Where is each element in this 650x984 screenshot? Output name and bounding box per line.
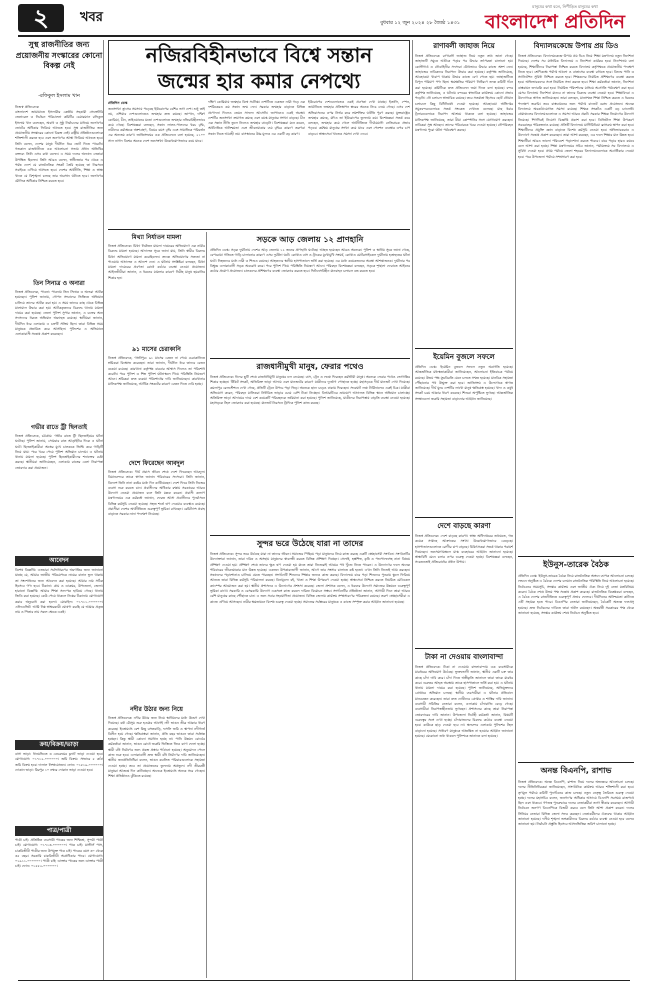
main-story5-title: মিথ্যা নির্যাতন মামলা — [131, 234, 182, 241]
right-rule-2 — [518, 762, 634, 763]
main-middle-divider — [412, 40, 413, 980]
sidebar-story2-title: তিন সিনাত্র ও অন্যরা — [33, 280, 85, 287]
main-rule-3 — [210, 535, 410, 536]
sidebar-classified2-title: পাত্র/পাত্রী — [15, 826, 103, 836]
right-story3-text: নিজস্ব প্রতিবেদক: অনন্ত বিএনপি, রাশাভ নিয়ে দলের অভ্যন্তরে আলোচনা চলছে। দলের নীতিনির্ধারকরা জানিয়েছেন, সাংগঠনিক কার্যক্রম আরও শক্তিশালী করা হবে। তৃণমূল পর্যায়ে কমিটি পুনর্গঠনের কাজ চলছে। নতুন নেতৃত্ব তৈরিতে গুরুত্ব দেওয়া হচ্ছে। দলের মহাসচিব বলেন, জনগণের অধিকার আদায়ে বিএনপি সবসময় রাজপথে ছিল এবং থাকবে। গণতন্ত্র পুনরুদ্ধারে দলের নেতাকর্মীরা ত্যাগ স্বীকার করেছেন। আগামী নির্বাচনে জনগণ বিএনপিকে বিজয়ী করবে বলে তিনি আশা প্রকাশ করেন। দলের সিনিয়র নেতারা বিভিন্ন জেলা সফর করছেন। নেতাকর্মীদের ঐক্যবদ্ধ থাকার আহ্বান জানানো হয়েছে। দলীয় শৃঙ্খলা ভঙ্গকারীদের বিরুদ্ধে কঠোর ব্যবস্থা নেওয়া হবে বলেও জানানো হয়। নির্বাচনি প্রস্তুতি হিসেবে আসনভিত্তিক জরিপ চালানো হচ্ছে। — [518, 780, 634, 827]
middle-story3-title: দেশে বাড়ছে কারণা — [437, 522, 491, 530]
main-byline: প্রতিদিন ডেস্ক — [108, 101, 128, 105]
sidebar-divider — [103, 40, 104, 980]
sidebar-classified-title: ক্রয়/বিক্রয়/ভাড়া — [15, 740, 103, 750]
middle-story1-title: রাণাবলী জাহাজ নিয়ে — [433, 42, 495, 50]
middle-story3-text: নিজস্ব প্রতিবেদক: দেশে বাড়ছে কারণা। স্বাস্থ্য অধিদপ্তরের তথ্যমতে, গত কয়েক সপ্তাহে আক্রান্তের সংখ্যা উল্লেখযোগ্যভাবে বেড়েছে। হাসপাতালগুলোতে রোগীর চাপ বাড়ছে। চিকিৎসকরা সতর্ক থাকার পরামর্শ দিয়েছেন। জনসমাগমস্থলে মাস্ক ব্যবহারের আহ্বান জানানো হয়েছে। স্বাস্থ্যবিধি মেনে চলার ওপর গুরুত্ব দেওয়া হচ্ছে। বিশেষজ্ঞরা বলছেন, সচেতনতাই প্রতিরোধের প্রধান উপায়। — [415, 534, 513, 565]
main-story2-title: সড়কে আড় জেলায় ১২ প্রাণহানি — [256, 235, 364, 244]
right-story2-text: প্রতিদিন ডেস্ক: ইউনুস-তারেক বৈঠক নিয়ে রাজনৈতিক অঙ্গনে ব্যাপক আলোচনা চলছে। লন্ডনে অনুষ্ঠিত এ বৈঠকে দেশের চলমান রাজনৈতিক পরিস্থিতি নিয়ে আলোচনা হয়েছে। নির্বাচনের সময়সূচি, সংস্কার কার্যক্রম এবং জাতীয় ঐক্য নিয়ে দুই নেতা মতবিনিময় করেন। বৈঠক শেষে উভয় পক্ষ সন্তোষ প্রকাশ করেছে। রাজনৈতিক বিশ্লেষকরা বলছেন, এ বৈঠক দেশের রাজনীতিতে গুরুত্বপূর্ণ প্রভাব ফেলবে। দীর্ঘদিনের অনিশ্চয়তা কাটাতে এটি সহায়ক হতে পারে। বিএনপির নেতারা জানিয়েছেন, বৈঠকটি অত্যন্ত ফলপ্রসূ হয়েছে। দ্রুত নির্বাচনের দাবিতে তারা অটল রয়েছেন। অন্তর্বর্তী সরকারের পক্ষ থেকে জানানো হয়েছে, সংস্কার কার্যক্রম শেষে নির্বাচন অনুষ্ঠিত হবে। — [518, 574, 634, 616]
main-story8-title: নদীর উঠার জন্য নিয়ে — [130, 706, 183, 713]
main-lead-col2: দক্ষিণ কোরিয়ায় জন্মহার বিশ্বে সর্বনিম্ন। দেশটিতে একজন নারী গড়ে এক দশমিকেরও কম সন্তান জন্ম দেন। সরকার জন্মহার বাড়াতে বিভিন্ন প্রণোদনা দিলেও তেমন সাফল্য আসেনি। জাপানেও একই অবস্থা। দেশটির জনসংখ্যা ক্রমাগত কমছে এবং বয়স্ক মানুষের সংখ্যা বাড়ছে। চীন এক সন্তান নীতি তুলে নিলেও জন্মহার বাড়েনি। বিশেষজ্ঞরা মনে করেন, অর্থনৈতিক অনিশ্চয়তা এবং জীবনযাত্রার ব্যয় বৃদ্ধির কারণে তরুণরা সন্তান নিতে আগ্রহী নয়। বাসস্থানের উচ্চ মূল্যও এর একটি বড় কারণ। — [208, 100, 305, 136]
middle-rule-3 — [415, 648, 513, 649]
sidebar-story2-text: নিজস্ব প্রতিবেদক, পাবনা: পাবনায় তিন সিনাত্র ও অন্যরা আটক হয়েছেন। পুলিশ জানায়, গোপন সংবাদের ভিত্তিতে অভিযান চালিয়ে তাদের আটক করা হয়। এ সময় তাদের কাছ থেকে বিভিন্ন মালামাল উদ্ধার করা হয়। আটককৃতদের বিরুদ্ধে থানায় মামলা দায়ের করা হয়েছে। জেলা পুলিশ সুপার জানান, এ চক্রের অন্য সদস্যদের ধরতে অভিযান অব্যাহত রয়েছে। স্থানীয়রা জানান, দীর্ঘদিন ধরে এলাকায় এ চক্রটি সক্রিয় ছিল। তারা বিভিন্ন সময় মানুষকে প্রতারিত করে আসছিল। পুলিশের এ অভিযানে এলাকাবাসী সন্তোষ প্রকাশ করেছেন। — [15, 290, 103, 337]
main-rule-1 — [108, 229, 410, 230]
sidebar-quote-author: -রফিকুল ইসলাম খান — [38, 93, 80, 99]
right-story2-title: ইউনুস-তারেক বৈঠক — [543, 560, 609, 569]
main-subcol-divider — [206, 232, 207, 978]
middle-story4-title: টাকা না দেওয়ায় বাংলাবান্দা — [425, 653, 503, 661]
masthead — [0, 0, 650, 36]
date-line: বুধবার ১২ জুন ২০২৪ ২৮ জ্যৈষ্ঠ ১৪৩১ — [380, 20, 460, 26]
sidebar-story3-title: গভীর রাতে ট্রী ছিনতাই — [31, 424, 87, 431]
main-story7-title: দেশে ফিরেছেন আবদুল — [128, 460, 185, 467]
middle-story2-title: ইয়েমিন বুজলে সফলে — [433, 353, 495, 361]
main-story5-text: নিজস্ব প্রতিবেদক: মিথ্যা নির্যাতন মামলা দায়েরের অভিযোগে এক নারীর বিরুদ্ধে মামলা হয়েছে। আদালত সূত্রে জানা যায়, তিনি স্বামীর বিরুদ্ধে মিথ্যা অভিযোগে মামলা করেছিলেন। তদন্তে অভিযোগের সত্যতা না পাওয়ায় আদালত এ আদেশ দেন। এ ঘটনায় সংশ্লিষ্টরা বলছেন, মিথ্যা মামলা দায়েরের প্রবণতা রোধে কঠোর ব্যবস্থা নেওয়া প্রয়োজন। আইনজীবীরা জানান, এ ধরনের মামলার কারণে নিরীহ মানুষ হয়রানির শিকার হন। — [108, 244, 205, 280]
sidebar-story3-text: নিজস্ব প্রতিবেদক, চট্টগ্রাম: গভীর রাতে ট্রী ছিনতাইয়ের ঘটনা ঘটেছে। পুলিশ জানায়, সোমবার রাত আড়াইটার দিকে এ ঘটনা ঘটে। ছিনতাইকারীরা অস্ত্রের মুখে চালককে জিম্মি করে গাড়িটি নিয়ে যায়। পরে খবর পেয়ে পুলিশ অভিযান চালায়। এ ঘটনায় থানায় মামলা হয়েছে। পুলিশ ছিনতাইকারীদের শনাক্তের চেষ্টা করছে। স্থানীয়রা জানিয়েছেন, এলাকায় রাতের বেলা নিরাপত্তা জোরদার করা প্রয়োজন। — [15, 434, 103, 470]
section-label: খবর — [80, 10, 103, 25]
main-story2-text: প্রতিদিন ডেস্ক: সড়ক দুর্ঘটনায় দেশের আড় জেলায় ১২ জনের প্রাণহানি ঘটেছে। আহত হয়েছেন আরও অনেকে। পুলিশ ও স্থানীয় সূত্রে জানা গেছে, বেপরোয়া গতিতে গাড়ি চালানোর কারণে এসব দুর্ঘটনা ঘটে। কোথাও বাস ও ট্রাকের মুখোমুখি সংঘর্ষ, কোথাও মোটরসাইকেল দুর্ঘটনায় হতাহতের ঘটনা ঘটে। নিহতদের মধ্যে নারী ও শিশুও রয়েছে। আহতদের স্থানীয় হাসপাতালে ভর্তি করা হয়েছে। এর মধ্যে কয়েকজনের অবস্থা আশঙ্কাজনক। দুর্ঘটনার পর বিক্ষুব্ধ এলাকাবাসী সড়ক অবরোধ করে। পরে পুলিশ গিয়ে পরিস্থিতি নিয়ন্ত্রণে আনে। পরিবহন বিশেষজ্ঞরা বলছেন, সড়কে শৃঙ্খলা ফেরাতে আইনের কঠোর প্রয়োগ প্রয়োজন। চালকদের প্রশিক্ষণের ব্যবস্থা জোরদার করতে হবে। ফিটনেসবিহীন যানবাহন চলাচল বন্ধ করতে হবে। — [210, 248, 410, 274]
main-rule-2 — [210, 358, 410, 359]
sidebar-quote-title: সুস্থ রাজনীতির জন্য প্রয়োজনীয় সংস্কারের কোনো বিকল্প নেই — [15, 40, 103, 70]
right-story1-title: বিদ্যালয়কেন্দ্রে উপায় প্রয় ডিও — [533, 42, 619, 50]
main-lead-col1: জনসংখ্যা হ্রাসের সমস্যায় পড়েছে ইউরোপের বেশির ভাগ দেশ। শুধু তাই নয়, এশিয়ার দেশগুলোতেও জন্মহার দ্রুত কমছে। জাপান, দক্ষিণ কোরিয়া, চীন, তাইওয়ানের মতো দেশগুলোতে জন্মহার নজিরবিহীনভাবে কমে গেছে। বিশেষজ্ঞরা বলছেন, সন্তান লালন-পালনের খরচ বৃদ্ধি, নারীদের কর্মক্ষেত্রে অংশগ্রহণ, বিয়ের বয়স বৃদ্ধি এবং সামাজিক পরিবর্তন এর অন্যতম কারণ। জাতিসংঘের এক প্রতিবেদনে বলা হয়েছে, ২১০০ সাল নাগাদ বিশ্বের অনেক দেশে জনসংখ্যা উল্লেখযোগ্যভাবে কমে যাবে। — [108, 107, 205, 143]
main-story4-title: সুন্দর ভরে উঠেছে যারা না তাদের — [256, 539, 364, 548]
middle-story4-text: নিজস্ব প্রতিবেদক: টাকা না দেওয়ায় বাংলাবান্দায় এক ব্যবসায়ীকে মারধরের অভিযোগ উঠেছে। ভুক্তভোগী জানান, স্থানীয় একটি চক্র তার কাছে চাঁদা দাবি করে। চাঁদা দিতে অস্বীকৃতি জানালে তারা তাকে মারধর করে। গুরুতর আহত অবস্থায় তাকে হাসপাতালে ভর্তি করা হয়। এ ঘটনায় থানায় মামলা দায়ের করা হয়েছে। পুলিশ জানিয়েছে, অভিযুক্তদের গ্রেপ্তারে অভিযান চলছে। স্থানীয় ব্যবসায়ীরা এ ঘটনার প্রতিবাদে মানববন্ধন করেছেন। তারা দ্রুত দোষীদের গ্রেপ্তার ও শাস্তির দাবি জানান। ব্যবসায়ী সমিতির নেতারা বলেন, এলাকায় চাঁদাবাজি বেড়ে গেছে। ব্যবসায়ীরা নিরাপত্তাহীনতায় ভুগছেন। প্রশাসনের কাছে তারা নিরাপত্তা জোরদারের দাবি জানান। উপজেলা নির্বাহী কর্মকর্তা জানান, বিষয়টি গুরুত্বের সঙ্গে দেখা হচ্ছে। চাঁদাবাজদের বিরুদ্ধে কঠোর ব্যবস্থা নেওয়া হবে। কাউকে ছাড় দেওয়া হবে না। স্থলবন্দর এলাকায় পুলিশের টহল বাড়ানো হয়েছে। সাধারণ মানুষকে আতঙ্কিত না হওয়ার আহ্বান জানানো হয়েছে। যেকোনো তথ্য থাকলে পুলিশকে জানাতে বলা হয়েছে। — [415, 665, 513, 738]
middle-story1-text: নিজস্ব প্রতিবেদক: রাণাবলী জাহাজ নিয়ে নতুন তথ্য জানা গেছে। জাহাজটি সমুদ্রে আটকে পড়ার পর উদ্ধার তৎপরতা চালানো হয়। কোস্টগার্ড ও নৌবাহিনীর সদস্যরা যৌথভাবে উদ্ধার কাজে অংশ নেন। জাহাজের নাবিকদের নিরাপদে উদ্ধার করা হয়েছে। কর্তৃপক্ষ জানিয়েছে, আবহাওয়া খারাপ থাকায় উদ্ধার কাজে বেগ পেতে হয়। জাহাজটিতে বিপুল পরিমাণ পণ্য ছিল। ক্ষয়ক্ষতির পরিমাণ নির্ধারণে তদন্ত কমিটি গঠন করা হয়েছে। কমিটিকে দ্রুত প্রতিবেদন জমা দিতে বলা হয়েছে। বন্দর কর্তৃপক্ষ জানিয়েছে, এ ঘটনায় বন্দরের স্বাভাবিক কার্যক্রমে কোনো প্রভাব পড়েনি। নৌ চলাচল স্বাভাবিক রয়েছে। তবে সতর্কতা হিসেবে ছোট নৌযান চলাচলে কিছু বিধিনিষেধ দেওয়া হয়েছে। আবহাওয়া অধিদপ্তর সমুদ্রবন্দরগুলোকে সতর্ক সংকেত দেখাতে বলেছে। মাছ ধরার ট্রলারগুলোকে নিরাপদ আশ্রয়ে থাকতে বলা হয়েছে। জাহাজের মালিকপক্ষ জানিয়েছে, তারা বীমা কোম্পানির সঙ্গে যোগাযোগ করছেন। নাবিকরা সুস্থ আছেন। তাদের পরিবারকে খবর দেওয়া হয়েছে। নৌপরিবহন মন্ত্রণালয় পুরো ঘটনা পর্যবেক্ষণ করছে। — [415, 54, 513, 133]
middle-rule-1 — [415, 348, 513, 349]
sidebar-classified2-text: পাত্রী চাই: প্রতিষ্ঠিত ব্যবসায়ী পাত্রের জন্য শিক্ষিতা, সুন্দরী পাত্রী চাই। যোগাযোগ: ০১৭১৩-০০০০০০। পাত্র চাই: মাস্টার্স পাস, চাকরিজীবী পাত্রীর জন্য উপযুক্ত পাত্র চাই। পাত্রের বয়স ৩০ থেকে ৩৫ বছর। সরকারি চাকরিজীবী অগ্রাধিকার পাবে। যোগাযোগ: ০১৯১১-০০০০০০। পাত্রী চাই: ডাক্তার পাত্রের জন্য ডাক্তার পাত্রী চাই। ফোন: ০১৫৫২-০০০০০০। — [15, 838, 103, 869]
sidebar-quote-byline: নিজস্ব প্রতিবেদক — [15, 105, 39, 109]
main-lead-col3: ইউরোপের দেশগুলোতেও একই প্রবণতা দেখা যাচ্ছে। ইতালি, স্পেন, জার্মানিতে জন্মহার প্রতিস্থাপন স্তরের অনেক নিচে নেমে গেছে। এসব দেশ অভিবাসনের ওপর নির্ভর করে শ্রমশক্তির ঘাটতি পূরণ করছে। যুক্তরাষ্ট্রেও জন্মহার কমছে, যদিও তা ইউরোপের তুলনায় কম। বিশেষজ্ঞরা সতর্ক করে বলছেন, জন্মহার কমে গেলে অর্থনীতিতে দীর্ঘমেয়াদি নেতিবাচক প্রভাব পড়বে। কর্মক্ষম মানুষের সংখ্যা কমে যাবে এবং পেনশন ব্যবস্থার ওপর চাপ বাড়বে। স্বাস্থ্যসেবা খাতেও সমস্যা দেখা দেবে। — [308, 100, 410, 136]
main-story6-title: ৯১ মাসের চেরাকানি — [132, 346, 181, 353]
logo: বাংলাদেশ প্রতিদিন — [484, 11, 626, 33]
main-headline-line2: জন্মের হার কমার নেপথ্যে — [157, 69, 361, 93]
main-story6-text: নিজস্ব প্রতিবেদক, গাজীপুর: ৯১ মাসের বেতন না পেয়ে চেরাকানিতে শ্রমিকরা বিক্ষোভ করেছেন। তারা জানান, দীর্ঘদিন ধরে তাদের বেতন বকেয়া রয়েছে। কারখানা কর্তৃপক্ষ বারবার আশ্বাস দিলেও তা পরিশোধ করেনি। পরে পুলিশ ও শিল্প পুলিশ ঘটনাস্থলে গিয়ে পরিস্থিতি নিয়ন্ত্রণে আনে। শ্রমিকরা দ্রুত বকেয়া পরিশোধের দাবি জানিয়েছেন। কারখানার মালিকপক্ষ জানিয়েছে, আর্থিক সংকটের কারণে বেতন দিতে দেরি হচ্ছে। — [108, 356, 205, 387]
sidebar-notice-title: আবেদন — [15, 556, 103, 566]
middle-rule-2 — [415, 517, 513, 518]
main-story8-text: নিজস্ব প্রতিবেদক: নদীর উঠার জন্য নিয়ে স্থানীয়দের মধ্যে উদ্বেগ দেখা দিয়েছে। বর্ষা মৌসুম শুরু হওয়ার আগেই নদী ভাঙন তীব্র আকার ধারণ করেছে। ইতোমধ্যে বেশ কিছু বসতবাড়ি, ফসলি জমি ও স্থাপনা নদীগর্ভে বিলীন হয়ে গেছে। ক্ষতিগ্রস্তরা জানান, প্রতি বছর ভাঙনে তারা সর্বস্বান্ত হচ্ছেন। কিন্তু স্থায়ী কোনো সমাধান হচ্ছে না। পানি উন্নয়ন বোর্ডের কর্মকর্তারা জানান, ভাঙন রোধে জরুরি ভিত্তিতে জিও ব্যাগ ফেলা হচ্ছে। স্থায়ী বাঁধ নির্মাণের জন্য প্রকল্প প্রস্তাব পাঠানো হয়েছে। অনুমোদন পেলে কাজ শুরু হবে। এলাকাবাসী দ্রুত স্থায়ী বাঁধ নির্মাণের দাবি জানিয়েছেন। স্থানীয় জনপ্রতিনিধিরা বলেন, ভাঙন কবলিত পরিবারগুলোকে সহায়তা দেওয়া হচ্ছে। তবে তা প্রয়োজনের তুলনায় অপ্রতুল। নদী তীরবর্তী মানুষরা আতঙ্কে দিন কাটাচ্ছেন। অনেকে ইতোমধ্যে অন্যত্র সরে গেছেন। শিক্ষা প্রতিষ্ঠানও ঝুঁকিতে রয়েছে। — [108, 716, 205, 779]
main-story4-text: নিজস্ব প্রতিবেদক: সুন্দর ভরে উঠেছে যারা না তাদের জীবন। সমাজের পিছিয়ে পড়া মানুষদের নিয়ে কাজ করছে একটি স্বেচ্ছাসেবী সংগঠন। সংগঠনটির উদ্যোক্তারা জানান, তারা দরিদ্র ও অসহায় মানুষদের স্বাবলম্বী করতে বিভিন্ন প্রশিক্ষণ দিচ্ছেন। সেলাই, হস্তশিল্প, কৃষি ও পশুপালনসহ নানা বিষয়ে প্রশিক্ষণ দেওয়া হয়। প্রশিক্ষণ শেষে তাদের ক্ষুদ্র ঋণ দেওয়া হয় যাতে তারা নিজেরাই আয়ের পথ খুঁজে নিতে পারেন। এ উদ্যোগের ফলে অনেক পরিবারের জীবনযাত্রার মান উন্নত হয়েছে। একজন উপকারভোগী জানান, আগে তার সংসার চালাতে কষ্ট হতো। এখন তিনি নিজেই আয় করছেন। সন্তানদের পড়াশোনাও চালিয়ে যেতে পারছেন। সংগঠনটি শিশুদের শিক্ষার জন্যও কাজ করছে। বিদ্যালয়ে ঝরে পড়া শিশুদের পুনরায় স্কুলে ফিরিয়ে আনতে তারা বিভিন্ন কর্মসূচি পরিচালনা করছে। বিনামূল্যে বই, খাতা ও শিক্ষা উপকরণ দেওয়া হচ্ছে। স্বাস্থ্যসেবা নিশ্চিত করতে নিয়মিত মেডিকেল ক্যাম্পের আয়োজন করা হয়। স্থানীয় প্রশাসনও এ উদ্যোগের প্রশংসা করেছে। জেলা প্রশাসক বলেন, এ ধরনের উদ্যোগ সমাজের উন্নয়নে গুরুত্বপূর্ণ ভূমিকা রাখে। সরকারি ও বেসরকারি উদ্যোগ একসঙ্গে কাজ করলে দারিদ্র্য বিমোচন সম্ভব। সংগঠনটির প্রতিষ্ঠাতা জানান, আগামী দিনে তারা আরও বেশি মানুষের কাছে পৌঁছাতে চান। এ জন্য সবার সহযোগিতা প্রয়োজন। বিভিন্ন জেলায় কার্যক্রম সম্প্রসারণের পরিকল্পনা রয়েছে। তরুণ স্বেচ্ছাসেবীরা এ কাজে এগিয়ে আসছেন। নারীর ক্ষমতায়নে বিশেষ গুরুত্ব দেওয়া হচ্ছে। সমাজের সর্বস্তরের মানুষকে এ কাজে সম্পৃক্ত করার আহ্বান জানানো হয়েছে। — [210, 552, 410, 604]
sidebar-notice-text: বিশেষ বিজ্ঞপ্তি: এতদ্বারা সর্বসাধারণের অবগতির জন্য জানানো যাচ্ছে যে, আমার জাতীয় পরিচয়পত্রে নামের বানান ভুল থাকায় তা সংশোধনের জন্য আবেদন করা হয়েছে। আমার নাম সঠিক হিসেবে গণ্য হবে। ঠিকানা: গ্রাম ও ডাকঘর, উপজেলা, জেলা। হারানো বিজ্ঞপ্তি: আমার শিক্ষা সনদপত্র হারিয়ে গেছে। থানায় জিডি করা হয়েছে। কেউ পেয়ে থাকলে নিম্নের ঠিকানায় যোগাযোগ করার অনুরোধ করা হলো। মোবাইল: ০১৭১১-০০০০০০। এফিডেভিট: আমি নিম্ন স্বাক্ষরকারী ঘোষণা করছি যে আমার প্রকৃত নাম ও পিতার নাম সকল ক্ষেত্রে একই। — [15, 568, 103, 615]
page-number: ২ — [33, 4, 49, 32]
right-rule-1 — [518, 556, 634, 557]
middle-right-divider — [515, 40, 516, 980]
right-story1-text: নিজস্ব প্রতিবেদক: বিদ্যালয়কেন্দ্রে উপায় প্রয় ডিও নিয়ে শিক্ষা মন্ত্রণালয় নতুন নির্দেশনা দিয়েছে। দেশের সব মাধ্যমিক বিদ্যালয়ে এ নির্দেশনা কার্যকর হবে। নির্দেশনায় বলা হয়েছে, শিক্ষার্থীদের নিরাপত্তা নিশ্চিত করতে বিদ্যালয় কর্তৃপক্ষকে প্রয়োজনীয় পদক্ষেপ নিতে হবে। শ্রেণিকক্ষে পর্যাপ্ত আলো ও বাতাসের ব্যবস্থা রাখতে হবে। বিশুদ্ধ পানি ও স্যানিটেশন সুবিধা নিশ্চিত করতে হবে। শিক্ষকদের নিয়মিত প্রশিক্ষণের ব্যবস্থা করতে হবে। অভিভাবকদের সঙ্গে নিয়মিত সভা করতে হবে। শিক্ষা কর্মকর্তারা জানান, নির্দেশনা বাস্তবায়ন তদারকি করা হবে। নিয়মিত পরিদর্শনের মাধ্যমে অগ্রগতি পর্যবেক্ষণ করা হবে। যেসব বিদ্যালয় নির্দেশনা মানবে না তাদের বিরুদ্ধে ব্যবস্থা নেওয়া হবে। শিক্ষাবিদরা এ উদ্যোগকে স্বাগত জানিয়েছেন। তারা বলছেন, মানসম্মত শিক্ষা নিশ্চিত করতে এ ধরনের পদক্ষেপ জরুরি। তবে বাস্তবায়নের জন্য পর্যাপ্ত বাজেট বরাদ্দ প্রয়োজন। অনেক বিদ্যালয়ে অবকাঠামোগত সমস্যা রয়েছে। শিক্ষক সংকটও একটি বড় চ্যালেঞ্জ। গ্রামাঞ্চলের বিদ্যালয়গুলোতে এ সমস্যা আরও প্রকট। সরকার শিক্ষক নিয়োগের উদ্যোগ নিয়েছে। শিগগিরই নিয়োগ বিজ্ঞপ্তি প্রকাশ করা হবে। ডিজিটাল শিক্ষা উপকরণ সরবরাহের পরিকল্পনাও রয়েছে। প্রতিটি বিদ্যালয়ে মাল্টিমিডিয়া ক্লাসরুম স্থাপন করা হবে। শিক্ষার্থীদের প্রযুক্তি জ্ঞান বাড়াতে বিশেষ কর্মসূচি নেওয়া হবে। অভিভাবকরাও এ উদ্যোগে সন্তোষ প্রকাশ করেছেন। তারা আশা করছেন, এর ফলে শিক্ষার মান উন্নত হবে। শিক্ষার্থীরা আরও ভালো পরিবেশে পড়াশোনা করতে পারবে। ঝরে পড়ার হারও কমবে বলে আশা করা হচ্ছে। শিক্ষা মন্ত্রণালয়ের সচিব জানান, পর্যায়ক্রমে সব বিদ্যালয়ে এ সুবিধা দেওয়া হবে। প্রথম পর্যায়ে জেলা শহরের বিদ্যালয়গুলোকে অগ্রাধিকার দেওয়া হবে। পরে উপজেলা পর্যায়ে সম্প্রসারণ করা হবে। — [518, 54, 634, 159]
masthead-rule — [18, 35, 630, 37]
sidebar-classified-text: বাসা ভাড়া: ধানমন্ডিতে ৩ বেডরুমের ফ্ল্যাট ভাড়া দেওয়া হবে। যোগাযোগ: ০১৭১২-০০০০০০। জমি বিক্রয়: সাভারে ৫ কাঠা জমি বিক্রয় হবে। দালাল নিষ্প্রয়োজন। ফোন: ০১৮১৯-০০০০০০। দোকান ভাড়া: মিরপুর ১০ নম্বরে দোকান ভাড়া দেওয়া হবে। — [15, 752, 103, 772]
middle-story2-text: প্রতিদিন ডেস্ক: ইয়েমিন বুজলে সফলে নতুন অগ্রগতি হয়েছে। আন্তর্জাতিক মধ্যস্থতাকারীরা জানিয়েছেন, আলোচনা ইতিবাচক পর্যায়ে রয়েছে। উভয় পক্ষ যুদ্ধবিরতি মেনে চলতে সম্মত হয়েছে। মানবিক সহায়তা পৌঁছানোর পথ উন্মুক্ত করা হবে। জাতিসংঘ এ উদ্যোগকে স্বাগত জানিয়েছে। দীর্ঘ যুদ্ধে দেশটির লাখো মানুষ ক্ষতিগ্রস্ত হয়েছে। খাদ্য ও ওষুধ সংকট চরম আকার ধারণ করেছে। শিশুরা অপুষ্টিতে ভুগছে। আন্তর্জাতিক সংস্থাগুলো জরুরি সহায়তা বাড়ানোর আহ্বান জানিয়েছে। — [415, 365, 513, 401]
right-story3-title: অনন্ত বিএনপি, রাশাভ — [540, 766, 612, 775]
main-story7-text: নিজস্ব প্রতিবেদক: দীর্ঘ প্রবাস জীবন শেষে দেশে ফিরেছেন আবদুল। বিমানবন্দরে তাকে স্বাগত জানান পরিবারের সদস্যরা। তিনি জানান, বিদেশে তিনি নানা কষ্টের মধ্যে দিন কাটিয়েছেন। দেশে ফিরে তিনি নিজের ব্যবসা শুরু করতে চান। প্রবাসীদের অধিকার রক্ষায় সরকারের আরও উদ্যোগ নেওয়া প্রয়োজন বলে তিনি মন্তব্য করেন। প্রবাসী কল্যাণ মন্ত্রণালয়ের এক কর্মকর্তা জানান, ফেরত আসা প্রবাসীদের পুনর্বাসনে বিভিন্ন কর্মসূচি নেওয়া হয়েছে। সহজ শর্তে ঋণ দেওয়ার ব্যবস্থাও রয়েছে। প্রবাসীরা দেশের অর্থনীতিতে গুরুত্বপূর্ণ ভূমিকা রাখছেন। রেমিট্যান্স প্রবাহ বাড়াতে সরকার নানা পদক্ষেপ নিয়েছে। — [108, 470, 205, 517]
main-headline-line1: নজিরবিহীনভাবে বিশ্বে সন্তান — [145, 43, 373, 67]
sidebar-quote-text: বাংলাদেশ জামায়াতে ইসলামীর কেন্দ্রীয় সহকারী সেক্রেটারি জেনারেল ও নির্বাচন পরিচালনা কমিটির চেয়ারম্যান রফিকুল ইসলাম খান বলেছেন, অবাধ ও সুষ্ঠু নির্বাচনের মাধ্যমে জনগণের ভোটের অধিকার ফিরিয়ে আনতে হবে। সুস্থ রাজনীতির জন্য প্রয়োজনীয় সংস্কারের কোনো বিকল্প নেই। রাষ্ট্রীয় প্রতিষ্ঠানগুলোকে শক্তিশালী করতে হবে এবং জনগণের আস্থা ফিরিয়ে আনতে হবে। তিনি বলেন, দেশের মানুষ দীর্ঘদিন ধরে ভোট দিতে পারেনি। গতকাল রাজধানীতে এক আলোচনা সভায় প্রধান অতিথির বক্তব্যে তিনি এসব কথা বলেন। এ সময় দলের অন্যান্য নেতারা উপস্থিত ছিলেন। তিনি আরও বলেন, স্বাধীনতার পর থেকে এ পর্যন্ত দেশে যে রাজনৈতিক সংকট তৈরি হয়েছে তা নিরসনে সবাইকে এগিয়ে আসতে হবে। দেশের অর্থনীতি, শিক্ষা ও স্বাস্থ্য খাতে যে বিশৃঙ্খলা চলছে তার অবসান ঘটাতে হবে। জনগণের মৌলিক অধিকার নিশ্চিত করতে হবে। — [15, 110, 103, 183]
main-story3-title: রাজধানীমুখী মানুষ, ফেরার পথেও — [256, 362, 364, 371]
main-story3-text: নিজস্ব প্রতিবেদক: ঈদের ছুটি শেষে রাজধানীমুখী মানুষের ঢল নেমেছে। বাস, ট্রেন ও লঞ্চে ফিরছেন কর্মজীবী মানুষ। অনেকে ফেরার পথেও ভোগান্তির শিকার হচ্ছেন। টিকিট সংকট, অতিরিক্ত ভাড়া আদায় এবং যানজটের কারণে যাত্রীদের দুর্ভোগ পোহাতে হচ্ছে। মহাসড়কে দীর্ঘ যানজট দেখা দিয়েছে। কমলাপুর রেলস্টেশনে দেখা গেছে, প্রতিটি ট্রেনে উপচে পড়া ভিড়। অনেকে ছাদে চড়েও ঢাকায় ফিরছেন। সদরঘাট লঞ্চ টার্মিনালেও একই চিত্র। যাত্রীরা অভিযোগ করেন, পরিবহন মালিকরা নির্ধারিত ভাড়ার চেয়ে বেশি টাকা নিচ্ছেন। বিআরটিএর ভ্রাম্যমাণ আদালত বিভিন্ন স্থানে অভিযান চালাচ্ছে। অতিরিক্ত ভাড়া আদায়ের দায়ে বেশ কয়েকটি পরিবহনকে জরিমানা করা হয়েছে। পুলিশ জানিয়েছে, যাত্রীদের নিরাপত্তায় বাড়তি ব্যবস্থা নেওয়া হয়েছে। মহাসড়কে টহল জোরদার করা হয়েছে। যানজট নিরসনে ট্রাফিক পুলিশ কাজ করছে। — [210, 375, 410, 406]
logo-tagline: মানুষের কথা বলে, নিপীড়িত মানুষের কথা — [532, 4, 598, 9]
bottom-rule — [18, 980, 630, 981]
